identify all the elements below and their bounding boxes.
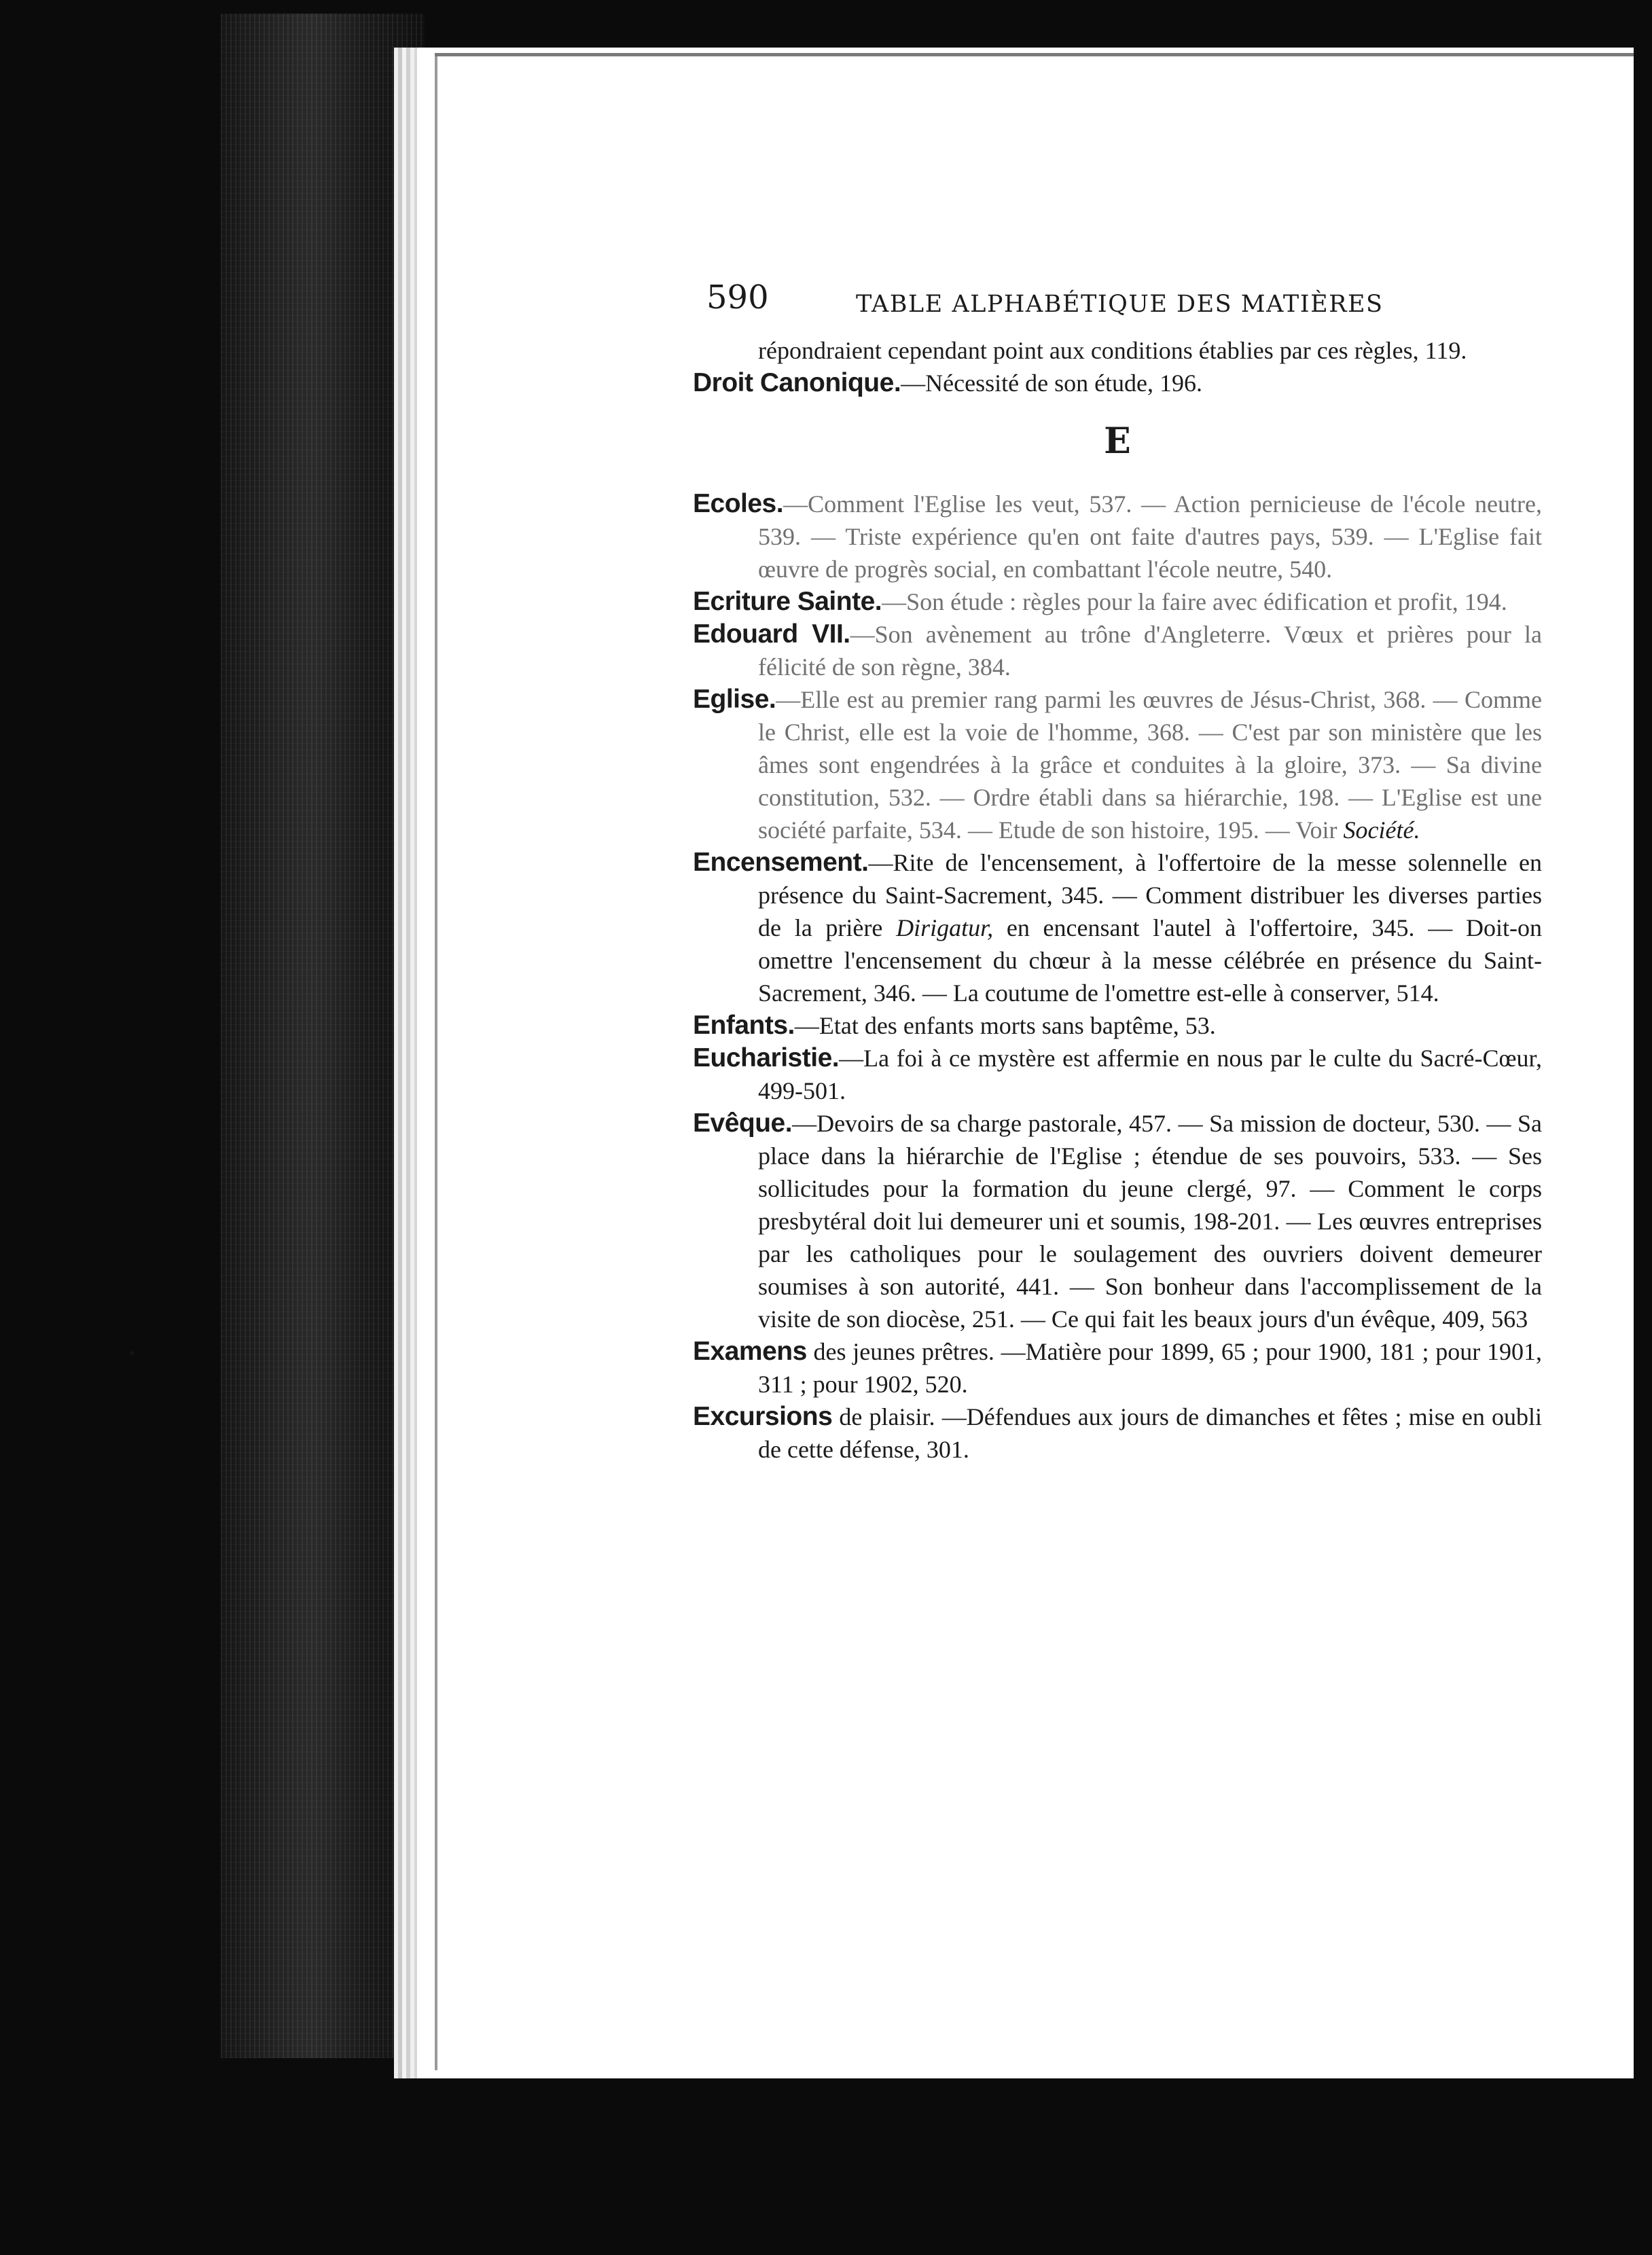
index-entry-enfants (693, 1009, 1542, 1042)
entry-headword: Edouard VII. (693, 619, 850, 649)
continuation-text: répondraient cependant point aux conditions établies par ces règles, 119. (758, 337, 1467, 364)
index-entry-examens (693, 1335, 1542, 1401)
running-head (693, 278, 1542, 330)
index-entry-eglise (693, 683, 1542, 846)
entry-headword: Enfants. (693, 1011, 795, 1040)
index-entry-eucharistie (693, 1042, 1542, 1107)
entry-text: —Devoirs de sa charge pastorale, 457. — Sa mission de docteur, 530. — Sa place dans la hiérarchie de l'Eglise ; étendue de ses pouvoirs, 533. — Ses sollicitudes pour la formation du jeune clergé, 97. — Comment le corps presbytéral doit lui demeurer uni et soumis, 198-201. — Les œuvres entreprises par les catholiques pour le soulagement des ouvriers doivent demeurer soumises à son autorité, 441. — Son bonheur dans l'accomplissement de la visite de son diocèse, 251. — Ce qui fait les beaux jours d'un évêque, 409, 563 (758, 1110, 1542, 1333)
entry-headword: Excursions (693, 1402, 833, 1431)
entry-text-continued: en encensant l'autel à l'offertoire, 345. — Doit-on omettre l'encensement du chœur à la messe célébrée en présence du Saint-Sacrement, 346. — La coutume de l'omettre est-elle à conserver, 514. (758, 914, 1542, 1007)
entry-text: —Nécessité de son étude, 196. (901, 369, 1203, 397)
page-content (693, 278, 1542, 1466)
scan-right-edge (1634, 0, 1652, 2255)
entry-headword: Ecoles. (693, 489, 784, 518)
entry-headword: Eucharistie. (693, 1043, 840, 1072)
entry-text: —Son avènement au trône d'Angleterre. Vœux et prières pour la félicité de son règne, 384. (758, 621, 1542, 681)
entry-headword: Evêque. (693, 1108, 793, 1138)
page-margin-line (435, 53, 437, 2070)
index-entries (693, 334, 1542, 1466)
entry-headword: Droit Canonique. (693, 368, 901, 397)
entry-text: —La foi à ce mystère est affermie en nous par le culte du Sacré-Cœur, 499-501. (758, 1045, 1542, 1104)
index-entry-eveque (693, 1107, 1542, 1335)
page-top-border (435, 53, 1644, 56)
entry-headword: Examens (693, 1337, 807, 1366)
entry-headword: Ecriture Sainte. (693, 587, 882, 616)
entry-text: —Elle est au premier rang parmi les œuvres de Jésus-Christ, 368. — Comme le Christ, elle est la voie de l'homme, 368. — C'est par son ministère que les âmes sont engendrées à la grâce et conduites à la gloire, 373. — Sa divine constitution, 532. — Ordre établi dans sa hiérarchie, 198. — L'Eglise est une société parfaite, 534. — Etude de son histoire, 195. — Voir (758, 686, 1542, 844)
index-entry-ecriture-sainte (693, 585, 1542, 618)
entry-text: —Rite de l'encensement, à l'offertoire de la messe solennelle en présence du Saint-Sacrement, 345. — Comment distribuer les diverses parties de la prière (758, 849, 1542, 941)
entry-text: —Etat des enfants morts sans baptême, 53. (794, 1012, 1216, 1039)
entry-italic-reference: Société. (1343, 816, 1420, 844)
continuation-paragraph (693, 334, 1542, 367)
page-title: TABLE ALPHABÉTIQUE DES MATIÈRES (856, 291, 1384, 318)
entry-headword: Encensement. (693, 848, 869, 877)
index-entry-droit-canonique (693, 367, 1542, 399)
index-entry-excursions (693, 1401, 1542, 1466)
index-entry-encensement (693, 846, 1542, 1009)
entry-italic-reference: Dirigatur, (896, 914, 994, 941)
entry-text: des jeunes prêtres. —Matière pour 1899, 65 ; pour 1900, 181 ; pour 1901, 311 ; pour 1902, 520. (758, 1338, 1542, 1398)
page-number: 590 (706, 278, 769, 317)
book-page-edges (221, 14, 425, 2058)
entry-text: —Comment l'Eglise les veut, 537. — Action pernicieuse de l'école neutre, 539. — Triste expérience qu'en ont faite d'autres pays, 539. — L'Eglise fait œuvre de progrès social, en combattant l'école neutre, 540. (758, 490, 1542, 583)
index-entry-ecoles (693, 488, 1542, 585)
entry-headword: Eglise. (693, 685, 776, 714)
index-entry-edouard-vii (693, 618, 1542, 683)
entry-text: de plaisir. —Défendues aux jours de dimanches et fêtes ; mise en oubli de cette défense, 301. (758, 1403, 1542, 1463)
entry-text: —Son étude : règles pour la faire avec édification et profit, 194. (882, 588, 1507, 615)
section-letter: E (1104, 420, 1131, 462)
